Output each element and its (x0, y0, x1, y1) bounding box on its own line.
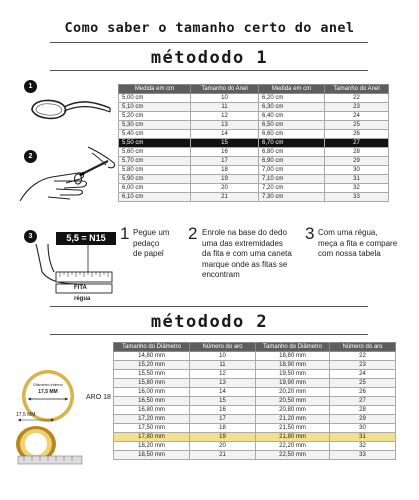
header-numero-aro: Número do aro (190, 343, 256, 352)
table-cell: 6,60 cm (259, 130, 325, 139)
table-cell: 20,80 mm (256, 406, 330, 415)
table-cell: 12 (190, 370, 256, 379)
table-cell: 5,70 cm (119, 157, 191, 166)
table-cell: 18,50 mm (114, 451, 190, 460)
table-row (114, 397, 396, 406)
table-cell: 29 (330, 415, 396, 424)
method1-title: métododo 1 (150, 48, 269, 68)
table-cell: 32 (325, 184, 389, 193)
table-cell: 5,50 cm (119, 139, 191, 148)
step2-illustration (18, 143, 118, 203)
table-cell: 24 (325, 112, 389, 121)
table-row (114, 424, 396, 433)
table-cell: 6,10 cm (119, 193, 191, 202)
divider-method2-top (50, 306, 368, 307)
instruction-line: marque onde as fitas se (202, 259, 288, 269)
step1-illustration (18, 80, 118, 128)
table-cell: 20,20 mm (256, 388, 330, 397)
table-cell: 7,30 cm (259, 193, 325, 202)
table-cell: 5,80 cm (119, 166, 191, 175)
instruction-1-text (133, 228, 183, 260)
table-cell: 14,80 mm (114, 352, 190, 361)
instruction-line: Enrole na base do dedo (202, 228, 287, 237)
table-row (119, 130, 389, 139)
table-cell: 25 (330, 379, 396, 388)
table-cell: 5,20 cm (119, 112, 191, 121)
tape-loop-icon (18, 80, 118, 128)
hand-marking-icon (18, 143, 118, 203)
instruction-3-text (318, 228, 413, 260)
step-3-badge: 3 (24, 230, 37, 243)
header-tamanho-anel: Tamanho do Anel (191, 85, 259, 94)
table-cell: 21,20 mm (256, 415, 330, 424)
instruction-2-number: 2 (188, 224, 198, 243)
table-cell: 24 (330, 370, 396, 379)
table-row (119, 148, 389, 157)
table-row (114, 370, 396, 379)
step-2-badge: 2 (24, 150, 37, 163)
table-cell: 14 (190, 388, 256, 397)
table-row (114, 361, 396, 370)
table-cell: 14 (191, 130, 259, 139)
table-row (114, 388, 396, 397)
table-cell: 15,50 mm (114, 370, 190, 379)
table-row (114, 415, 396, 424)
instruction-2-text (202, 228, 302, 281)
table-header-row (119, 85, 389, 94)
header-tamanho-anel: Tamanho do Anel (325, 85, 389, 94)
table-cell: 16 (190, 406, 256, 415)
fita-label: FITA (74, 285, 87, 291)
instruction-3-number: 3 (305, 224, 315, 243)
table-cell: 16,50 mm (114, 397, 190, 406)
header-tamanho-diametro: Tamanho do Diâmetro (256, 343, 330, 352)
table-cell: 28 (325, 148, 389, 157)
table-cell: 17,20 mm (114, 415, 190, 424)
table-cell: 31 (325, 175, 389, 184)
table-cell: 12 (191, 112, 259, 121)
table-cell: 26 (325, 130, 389, 139)
table-cell: 7,00 cm (259, 166, 325, 175)
table-cell: 27 (330, 397, 396, 406)
instruction-line: Pegue um (133, 228, 170, 237)
table-cell: 5,30 cm (119, 121, 191, 130)
table-cell: 6,30 cm (259, 103, 325, 112)
aro-label: ARO 18 (86, 394, 111, 401)
table-cell: 31 (330, 433, 396, 442)
table-cell: 21,50 mm (256, 424, 330, 433)
table-row (114, 406, 396, 415)
ring-illustration (14, 368, 118, 472)
table-cell: 28 (330, 406, 396, 415)
table-row (119, 94, 389, 103)
instruction-line: meça a fita e compare (318, 238, 398, 248)
table-cell: 6,50 cm (259, 121, 325, 130)
table-cell: 19 (191, 175, 259, 184)
table-cell: 5,00 cm (119, 94, 191, 103)
divider-top (50, 42, 368, 43)
table-row (119, 175, 389, 184)
table-cell: 33 (330, 451, 396, 460)
table-cell: 11 (190, 361, 256, 370)
method2-title: métododo 2 (150, 312, 269, 332)
instruction-1-number: 1 (120, 224, 130, 243)
header-tamanho-diametro: Tamanho do Diâmetro (114, 343, 190, 352)
table-cell: 5,40 cm (119, 130, 191, 139)
divider-method1 (50, 70, 368, 71)
table-row (114, 352, 396, 361)
table-row (119, 157, 389, 166)
table-cell: 18 (191, 166, 259, 175)
measure-label: 17,5 MM (16, 412, 36, 418)
regua-label: régua (74, 296, 91, 302)
table-cell: 30 (330, 424, 396, 433)
table-cell: 6,40 cm (259, 112, 325, 121)
table-cell: 7,20 cm (259, 184, 325, 193)
table-cell: 25 (325, 121, 389, 130)
method2-size-table (113, 342, 396, 460)
instruction-line: Com uma régua, (318, 228, 378, 237)
table-cell: 15,80 mm (114, 379, 190, 388)
table-cell: 15 (190, 397, 256, 406)
table-cell: 22 (325, 94, 389, 103)
table-cell: 17 (191, 157, 259, 166)
table-cell: 7,10 cm (259, 175, 325, 184)
instruction-line: encontram (202, 270, 240, 279)
table-row (114, 442, 396, 451)
table-cell: 6,70 cm (259, 139, 325, 148)
table-header-row (114, 343, 396, 352)
table-cell: 18,90 mm (256, 361, 330, 370)
table-row (119, 184, 389, 193)
table-cell: 19 (190, 433, 256, 442)
table-cell: 17 (190, 415, 256, 424)
ring-caliper-icon (14, 418, 84, 468)
table-row (114, 451, 396, 460)
table-cell: 15,20 mm (114, 361, 190, 370)
table-cell: 21,80 mm (256, 433, 330, 442)
table-cell: 16,80 mm (114, 406, 190, 415)
table-cell: 30 (325, 166, 389, 175)
table-cell: 22 (330, 352, 396, 361)
table-cell: 15 (191, 139, 259, 148)
table-cell: 16,00 mm (114, 388, 190, 397)
table-cell: 6,00 cm (119, 184, 191, 193)
table-cell: 18,20 mm (114, 442, 190, 451)
table-cell: 16 (191, 148, 259, 157)
table-cell: 20,50 mm (256, 397, 330, 406)
instruction-line: da fita e com uma caneta (202, 249, 292, 258)
table-cell: 22,50 mm (256, 451, 330, 460)
instruction-line: pedaço (133, 238, 160, 248)
table-cell: 23 (330, 361, 396, 370)
header-numero-aro: Número do aro (330, 343, 396, 352)
table-cell: 13 (190, 379, 256, 388)
ruler-label-box: 5,5 = N15 (56, 232, 116, 245)
table-cell: 11 (191, 103, 259, 112)
step-1-badge: 1 (24, 80, 37, 93)
table-cell: 21 (191, 193, 259, 202)
ring-diameter-label: Diâmetro interno (33, 382, 63, 387)
table-cell: 22,20 mm (256, 442, 330, 451)
table-cell: 5,10 cm (119, 103, 191, 112)
table-cell: 26 (330, 388, 396, 397)
table-cell: 5,60 cm (119, 148, 191, 157)
table-cell: 33 (325, 193, 389, 202)
ruler-measure-icon (18, 228, 118, 308)
header-medida-cm: Medida em cm (259, 85, 325, 94)
table-cell: 17,50 mm (114, 424, 190, 433)
table-cell: 10 (190, 352, 256, 361)
table-cell: 18 (190, 424, 256, 433)
header-medida-cm: Medida em cm (119, 85, 191, 94)
table-cell: 19,90 mm (256, 379, 330, 388)
table-row (114, 379, 396, 388)
table-row (119, 166, 389, 175)
table-cell: 10 (191, 94, 259, 103)
table-cell: 6,90 cm (259, 157, 325, 166)
instruction-line: de papel (133, 249, 164, 258)
table-cell: 32 (330, 442, 396, 451)
page-title: Como saber o tamanho certo do anel (64, 20, 355, 36)
table-cell: 20 (191, 184, 259, 193)
table-cell: 19,50 mm (256, 370, 330, 379)
table-cell: 29 (325, 157, 389, 166)
table-row (119, 193, 389, 202)
table-cell: 23 (325, 103, 389, 112)
table-cell: 5,90 cm (119, 175, 191, 184)
table-cell: 21 (190, 451, 256, 460)
table-row (119, 121, 389, 130)
method1-size-table (118, 84, 389, 202)
divider-method2-bottom (50, 334, 368, 335)
table-row (119, 112, 389, 121)
table-cell: 20 (190, 442, 256, 451)
instruction-line: com nossa tabela (318, 249, 381, 258)
table-cell: 6,80 cm (259, 148, 325, 157)
table-cell: 27 (325, 139, 389, 148)
table-row (119, 139, 389, 148)
table-row (119, 103, 389, 112)
table-cell: 6,20 cm (259, 94, 325, 103)
table-cell: 18,80 mm (256, 352, 330, 361)
step3-illustration (18, 228, 118, 308)
ring-diameter-value: 17,5 MM (38, 389, 58, 395)
table-cell: 17,80 mm (114, 433, 190, 442)
table-row (114, 433, 396, 442)
table-cell: 13 (191, 121, 259, 130)
instruction-line: uma das extremidades (202, 238, 283, 248)
